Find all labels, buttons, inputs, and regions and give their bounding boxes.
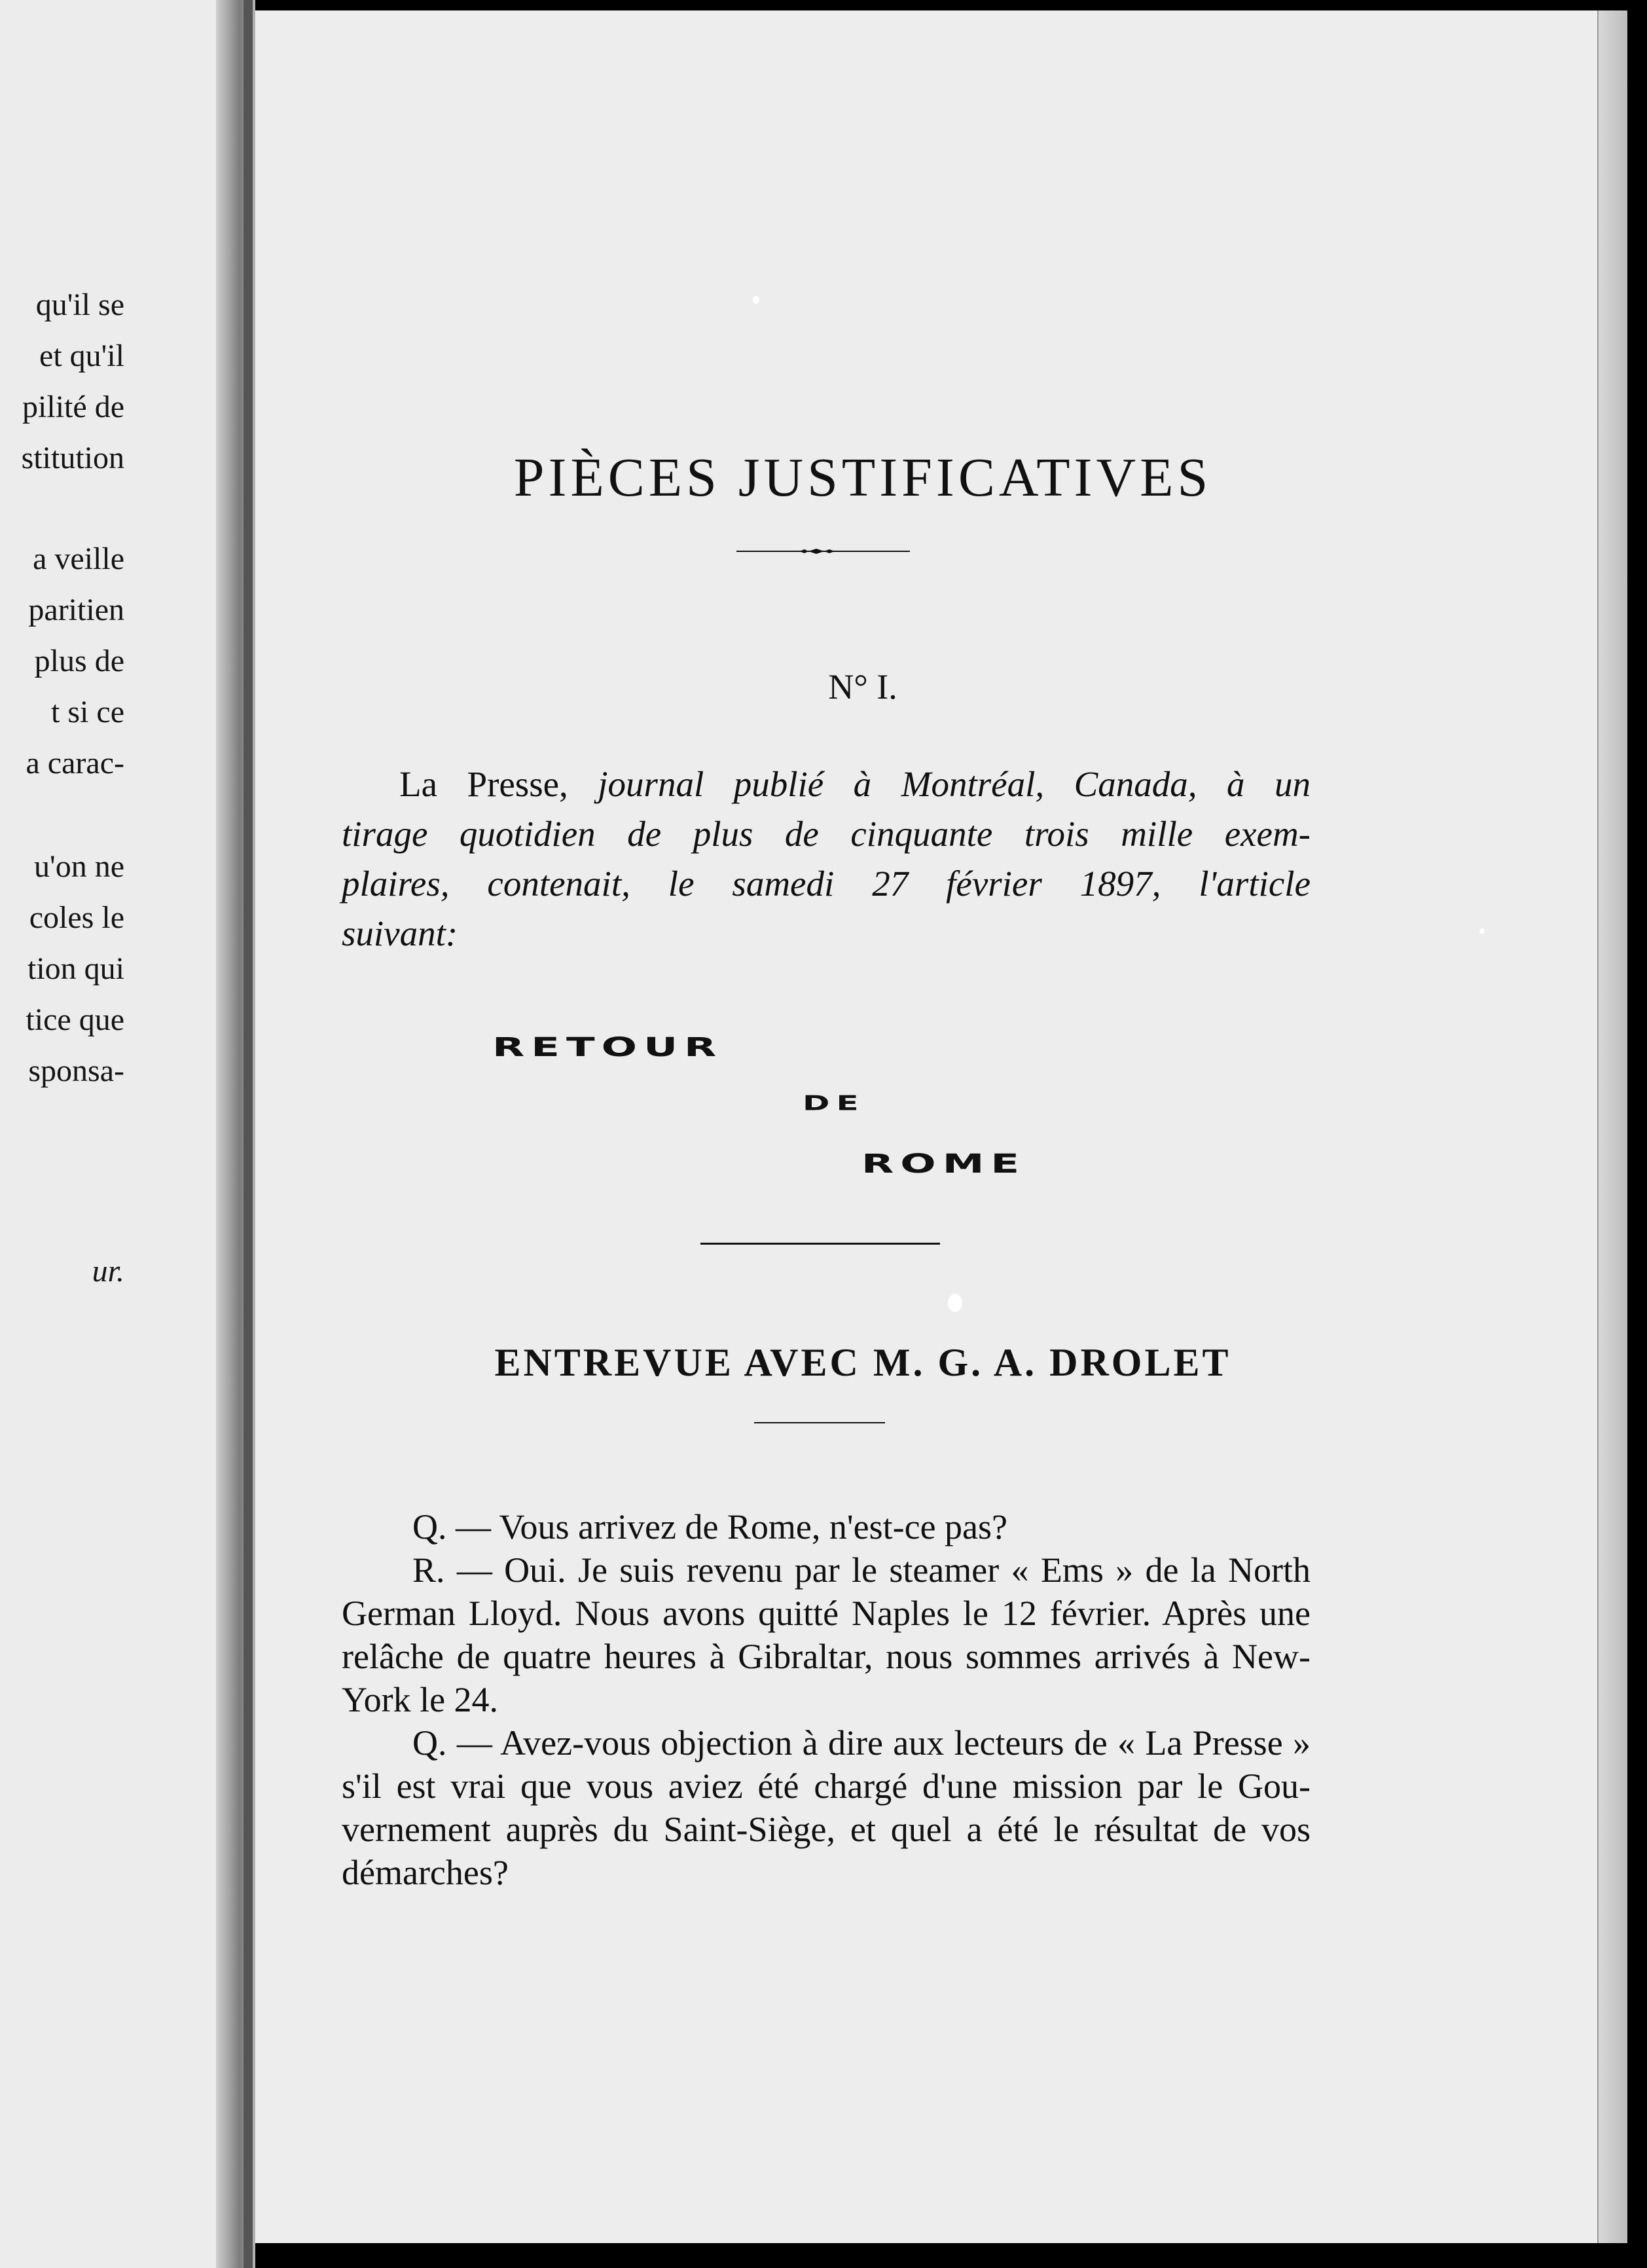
facing-page-line: coles le (29, 900, 124, 935)
facing-page (0, 0, 216, 2268)
scan-speck (948, 1294, 962, 1312)
facing-page-line: a veille (33, 541, 124, 576)
headline-word: ROME (861, 1149, 1026, 1179)
intro-line: tirage quotidien de plus de cinquante trois mille exem- (342, 814, 1311, 854)
ornament-divider (736, 549, 910, 554)
body-line: R. — Oui. Je suis revenu par le steamer « Ems » de la North (412, 1550, 1311, 1590)
page-edge (1597, 10, 1627, 2243)
scan-speck (753, 296, 759, 304)
facing-page-line: paritien (28, 593, 124, 627)
facing-page-line: stitution (21, 441, 124, 475)
headline-word: RETOUR (492, 1033, 723, 1063)
body-line: s'il est vrai que vous aviez été chargé d'une mission par le Gou- (342, 1766, 1311, 1806)
page-title: PIÈCES JUSTIFICATIVES (513, 447, 1212, 508)
body-line: vernement auprès du Saint-Siège, et quel a été le résultat de vos (342, 1810, 1311, 1849)
facing-page-line: tice que (26, 1002, 124, 1037)
facing-page-line: a carac- (26, 746, 124, 780)
facing-page-line: t si ce (51, 695, 124, 729)
facing-page-line: u'on ne (34, 849, 124, 884)
body-line: Q. — Avez-vous objection à dire aux lecteurs de « La Presse » (412, 1723, 1311, 1763)
intro-line: suivant: (342, 913, 458, 953)
intro-line (399, 763, 1311, 805)
body-line: German Lloyd. Nous avons quitté Naples le 12 février. Après une (342, 1594, 1311, 1633)
body-line: démarches? (342, 1853, 509, 1892)
facing-page-line: pilité de (22, 390, 124, 424)
body-line: relâche de quatre heures à Gibraltar, nous sommes arrivés à New- (342, 1637, 1311, 1676)
section-number: N° I. (828, 667, 897, 706)
body-line: Q. — Vous arrivez de Rome, n'est-ce pas? (412, 1507, 1007, 1546)
main-page (255, 10, 1625, 2243)
facing-page-line: plus de (34, 644, 124, 678)
headline-word: DE (803, 1091, 865, 1115)
facing-page-line: sponsa- (28, 1053, 124, 1088)
facing-page-line: ur. (92, 1254, 124, 1289)
subheading: ENTREVUE AVEC M. G. A. DROLET (494, 1341, 1231, 1384)
divider-rule-small (754, 1422, 885, 1423)
gutter-shadow (244, 0, 253, 2268)
facing-page-line: tion qui (27, 951, 124, 986)
scan-speck (1479, 928, 1485, 934)
divider-rule (700, 1243, 940, 1245)
facing-page-line: qu'il se (35, 287, 124, 322)
intro-newspaper-name: La Presse, (399, 764, 568, 804)
body-line: York le 24. (342, 1680, 499, 1719)
intro-text: journal publié à Montréal, Canada, à un (598, 764, 1311, 804)
intro-line: plaires, contenait, le samedi 27 février 1897, l'article (342, 864, 1311, 904)
facing-page-line: et qu'il (39, 338, 124, 373)
